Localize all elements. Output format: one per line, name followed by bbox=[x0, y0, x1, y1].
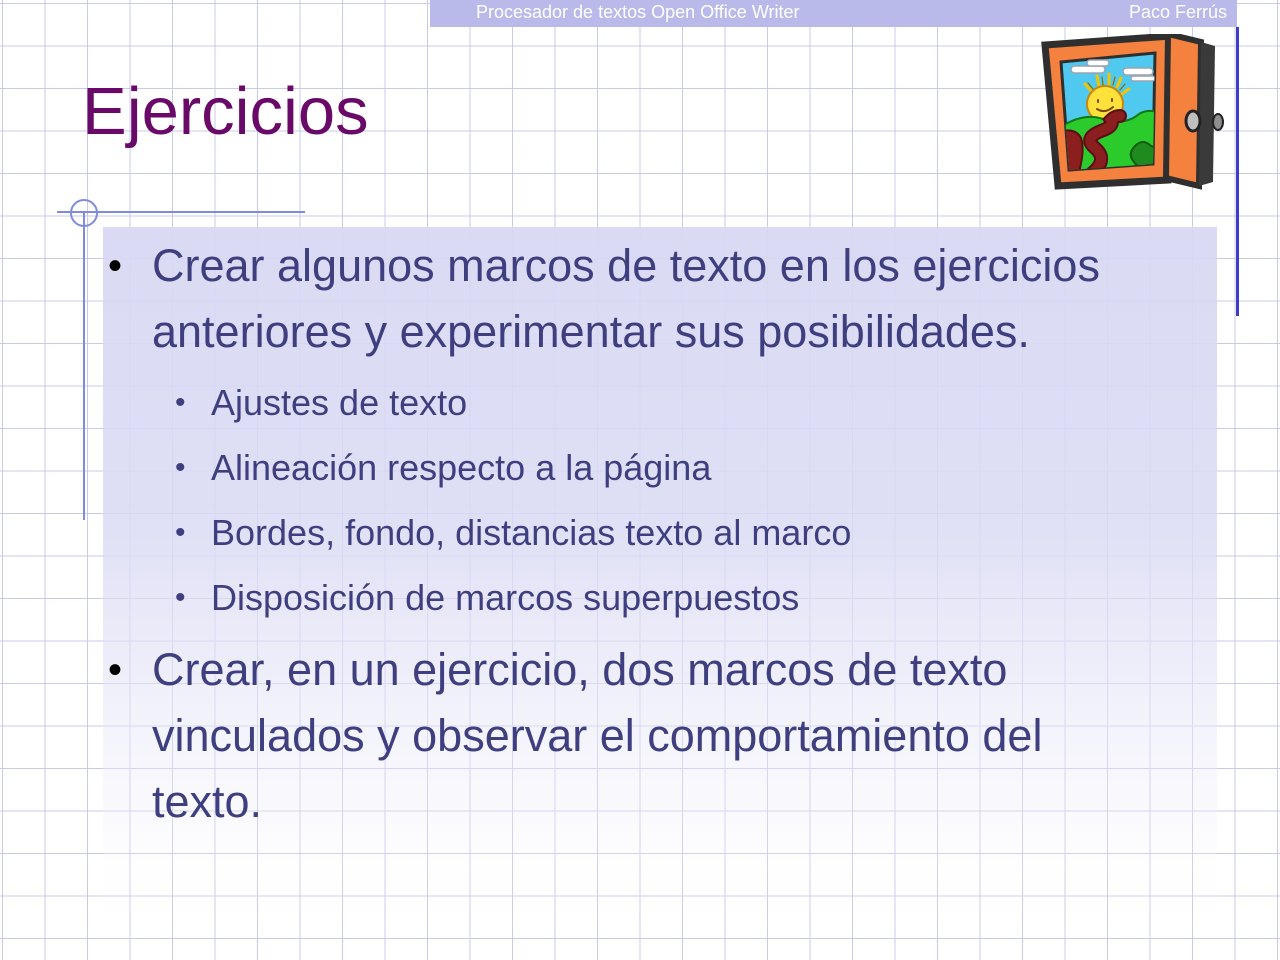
left-decor-line bbox=[83, 213, 85, 520]
header-author: Paco Ferrús bbox=[1128, 2, 1227, 22]
door-panel bbox=[1166, 34, 1201, 186]
list-item bbox=[175, 370, 1217, 435]
doorknob-icon bbox=[1186, 111, 1200, 131]
list-item bbox=[175, 435, 1217, 500]
open-door-clipart bbox=[1035, 34, 1233, 210]
bullet-list bbox=[103, 227, 1217, 835]
sub-bullet-text: Disposición de marcos superpuestos bbox=[211, 577, 800, 618]
sub-bullet-text: Bordes, fondo, distancias texto al marco bbox=[211, 512, 852, 553]
sub-bullet-text: Ajustes de texto bbox=[211, 382, 468, 423]
header-course-title: Procesador de textos Open Office Writer bbox=[476, 2, 800, 22]
sub-bullet-dot: • bbox=[175, 386, 186, 419]
right-decor-line bbox=[1236, 27, 1239, 316]
bush bbox=[1131, 142, 1157, 167]
outer-doorknob-icon bbox=[1213, 114, 1223, 130]
sub-bullet-text: Alineación respecto a la página bbox=[211, 447, 712, 488]
sub-bullet-list bbox=[175, 370, 1217, 630]
sub-bullet-dot: • bbox=[175, 516, 186, 549]
list-item bbox=[175, 500, 1217, 565]
header-bar bbox=[430, 0, 1237, 27]
bullet-dot: • bbox=[108, 244, 123, 288]
door-panel-edge bbox=[1199, 42, 1215, 186]
sub-bullet-dot: • bbox=[175, 451, 186, 484]
content-box bbox=[103, 227, 1217, 935]
list-item bbox=[175, 565, 1217, 630]
list-item bbox=[108, 637, 1217, 835]
bullet-text: Crear algunos marcos de texto en los ejercicios anteriores y experimentar sus posibilidades. bbox=[152, 240, 1100, 357]
slide-title: Ejercicios bbox=[82, 74, 369, 149]
decor-circle bbox=[70, 199, 98, 227]
list-item bbox=[108, 233, 1217, 365]
bullet-text: Crear, en un ejercicio, dos marcos de texto vinculados y observar el comportamiento del texto. bbox=[152, 644, 1043, 827]
sub-bullet-dot: • bbox=[175, 581, 186, 614]
bullet-dot: • bbox=[108, 648, 123, 692]
